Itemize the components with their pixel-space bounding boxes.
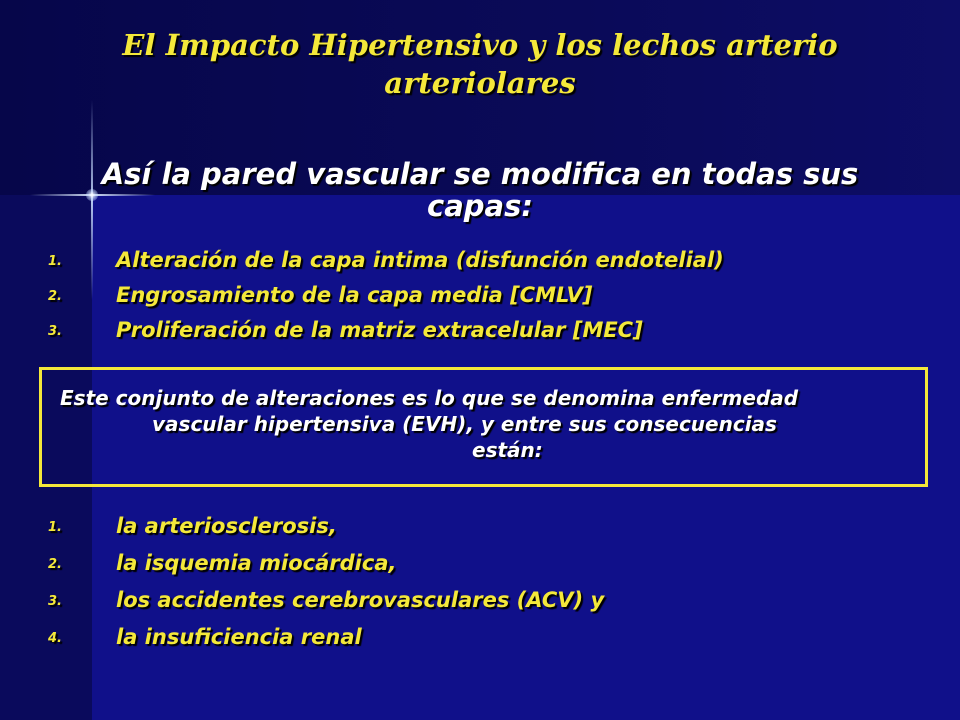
box-line-3: están:: [472, 438, 543, 462]
list-item-number: 3.: [48, 594, 62, 609]
title-line-2: arteriolares: [384, 66, 576, 100]
list-item-number: 4.: [48, 631, 62, 646]
list-item-number: 1.: [48, 254, 62, 269]
list-item-number: 1.: [48, 520, 62, 535]
title-line-1: El Impacto Hipertensivo y los lechos arterio: [122, 28, 838, 62]
list-item-text: Proliferación de la matriz extracelular [MEC]: [116, 318, 643, 342]
slide-title: [100, 26, 860, 102]
slide-subtitle: [50, 158, 910, 222]
subtitle-line-2: capas:: [427, 189, 533, 223]
list-item-text: la insuficiencia renal: [116, 625, 362, 649]
list-item-text: Alteración de la capa intima (disfunción endotelial): [116, 248, 724, 272]
subtitle-line-1: Así la pared vascular se modifica en todas sus: [101, 157, 859, 191]
list-item-text: Engrosamiento de la capa media [CMLV]: [116, 283, 593, 307]
highlight-box-text: [54, 385, 926, 463]
list-item-text: los accidentes cerebrovasculares (ACV) y: [116, 588, 605, 612]
list-item-text: la arteriosclerosis,: [116, 514, 337, 538]
list-item-number: 3.: [48, 324, 62, 339]
list-item-number: 2.: [48, 289, 62, 304]
list-item-text: la isquemia miocárdica,: [116, 551, 397, 575]
box-line-1: Este conjunto de alteraciones es lo que se denomina enfermedad: [60, 386, 799, 410]
box-line-2: vascular hipertensiva (EVH), y entre sus consecuencias: [152, 412, 777, 436]
list-item-number: 2.: [48, 557, 62, 572]
